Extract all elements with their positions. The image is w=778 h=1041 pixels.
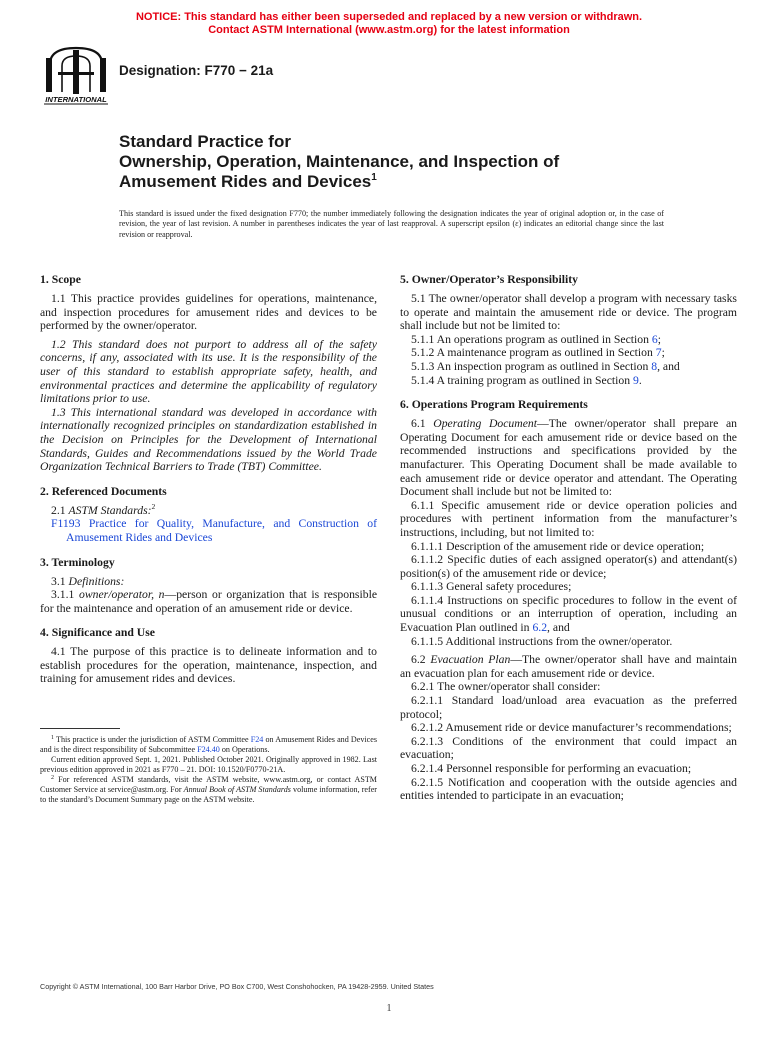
notice-line-2: Contact ASTM International (www.astm.org) for the latest information [208,24,570,36]
para-1-2 [40,338,377,406]
section-5-heading: 5. Owner/Operator’s Responsibility [400,273,579,286]
footnote-1-edition: Current edition approved Sept. 1, 2021. Published October 2021. Originally approved in 1982. Last previous edition approved in 2021 as F770 – 21. DOI: 10.1520/F0770-21A. [40,755,377,775]
designation: Designation: F770 − 21a [119,63,274,78]
para-6-1: 6.1 Operating Document—The owner/operator shall prepare an Operating Document for each amusement ride or device based on the recommended instructions and specifications provided by the manufacturer. This Operating Document shall be made available to each amusement ride or device operator and attendant. The Operating Document shall include but not be limited to: [400,417,737,499]
section-6-heading: 6. Operations Program Requirements [400,398,588,412]
para-6-1-1-5: 6.1.1.5 Additional instructions from the owner/operator. [411,634,673,648]
para-6-2-1-3: 6.2.1.3 Conditions of the environment that could impact an evacuation; [400,734,737,762]
para-3-1: 3.1 Definitions: [51,574,125,588]
ref-code-link[interactable]: F1193 [51,517,81,531]
para-1-1: 1.1 This practice provides guidelines for operations, maintenance, and inspection procedures for amusement rides and devices to be performed by the owner/operator. [40,292,377,333]
para-6-2-1-2: 6.2.1.2 Amusement ride or device manufacturer’s recommendations; [411,721,732,735]
para-6-2-1: 6.2.1 The owner/operator shall consider: [411,680,601,694]
para-5-1-2: 5.1.2 A maintenance program as outlined in Section 7; [411,346,665,360]
para-6-1-1-2: 6.1.1.2 Specific duties of each assigned operator(s) and attendant(s) position(s) of the amusement ride or device; [400,553,737,580]
para-6-2-1-1: 6.2.1.1 Standard load/unload area evacuation as the preferred protocol; [400,694,737,721]
para-1-2-text: 1.2 This standard does not purport to address all of the safety concerns, if any, associated with its use. It is the responsibility of the user of this standard to establish appropriate safety, health, and environmental practices and determine the applicability of regulatory limitations prior to use. [40,337,377,406]
title-line-1: Standard Practice for [119,132,291,151]
footnote-divider [40,728,120,729]
section-8-link[interactable]: 8 [651,359,658,373]
para-1-3 [40,406,377,474]
para-5-1: 5.1 The owner/operator shall develop a program with necessary tasks to operate and maintain the amusement ride or device. The program shall include but not be limited to: [400,292,737,333]
notice-line-1: NOTICE: This standard has either been superseded and replaced by a new version or withdrawn. [135,11,643,23]
subcommittee-link-f24-40[interactable]: F24.40 [197,745,220,755]
para-2-1: 2.1 ASTM Standards:$^2$ [51,501,156,517]
logo-wordmark: INTERNATIONAL [45,95,107,104]
section-6-2-link[interactable]: 6.2 [532,621,548,635]
para-6-1-1-1: 6.1.1.1 Description of the amusement ride or device operation; [411,539,705,553]
footnotes [40,735,377,805]
section-6-link[interactable]: 6 [651,332,658,346]
astm-logo [40,44,112,106]
title-line-3-text: Amusement Rides and Devices [119,172,372,191]
ref-title-link[interactable]: Practice for Quality, Manufacture, and Construction of Amusement Rides and Devices [66,517,378,544]
title-footnote-mark: 1 [371,172,377,183]
para-5-1-1: 5.1.1 An operations program as outlined in Section 6; [411,332,661,346]
left-column [40,273,377,805]
document-title [119,132,699,192]
para-6-1-1-3: 6.1.1.3 General safety procedures; [411,580,572,594]
withdrawal-notice [0,11,778,37]
para-6-1-1: 6.1.1 Specific amusement ride or device operation policies and procedures with pertinent information from the manufacturer’s instructions, including, but not limited to: [400,498,737,539]
issuance-statement: This standard is issued under the fixed designation F770; the number immediately following the designation indicates the year of original adoption or, in the case of revision, the year of last revision. A number in parentheses indicates the year of last reapproval. A superscript epsilon (ε) indicates an editorial change since the last revision or reapproval. [119,209,664,239]
section-1-heading: 1. Scope [40,273,81,286]
para-4-1: 4.1 The purpose of this practice is to delineate information and to establish procedures for the operation, maintenance, inspection, and training for amusement rides and devices. [40,645,377,686]
para-1-3-text: 1.3 This international standard was developed in accordance with internationally recognized principles on standardization established in the Decision on Principles for the Development of International Standards, Guides and Recommendations issued by the World Trade Organization Technical Barriers to Trade (TBT) Committee. [40,405,377,474]
right-column [400,273,737,803]
committee-link-f24[interactable]: F24 [250,735,264,745]
para-6-2-1-4: 6.2.1.4 Personnel responsible for performing an evacuation; [411,762,692,775]
para-6-2: 6.2 Evacuation Plan—The owner/operator shall have and maintain an evacuation plan for each amusement ride or device. [400,653,737,680]
para-3-1-1: 3.1.1 owner/operator, n—person or organization that is responsible for the maintenance and operation of an amusement ride or device. [40,588,378,615]
title-line-3 [119,172,699,192]
para-5-1-4: 5.1.4 A training program as outlined in Section 9. [411,373,642,387]
section-3-heading: 3. Terminology [40,555,115,569]
section-2-heading: 2. Referenced Documents [40,484,167,498]
section-9-link[interactable]: 9 [633,373,639,387]
para-6-1-1-4: 6.1.1.4 Instructions on specific procedures to follow in the event of unusual conditions or an interruption of operation, including an Evacuation Plan outlined in 6.2, and [400,593,737,635]
section-4-heading: 4. Significance and Use [40,626,155,640]
footnote-2: $^2$ For referenced ASTM standards, visit the ASTM website, www.astm.org, or contact ASTM Customer Service at service@astm.org. For Annual Book of ASTM Standards volume information, refer to the standard’s Document Summary page on the ASTM website. [40,775,377,805]
copyright-line: Copyright © ASTM International, 100 Barr Harbor Drive, PO Box C700, West Conshohocken, PA 19428-2959. United States [40,982,434,991]
referenced-standard-f1193[interactable] [40,517,377,544]
section-7-link[interactable]: 7 [655,346,662,360]
para-6-2-1-5: 6.2.1.5 Notification and cooperation with the outside agencies and entities intended to participate in an evacuation; [400,775,737,803]
para-5-1-3: 5.1.3 An inspection program as outlined in Section 8, and [411,359,680,373]
page-number: 1 [386,1003,392,1014]
title-line-2: Ownership, Operation, Maintenance, and Inspection of [119,152,560,171]
footnote-1: $^1$ This practice is under the jurisdiction of ASTM Committee F24 on Amusement Rides and Devices and is the direct responsibility of Subcommittee F24.40 on Operations. [40,735,377,755]
